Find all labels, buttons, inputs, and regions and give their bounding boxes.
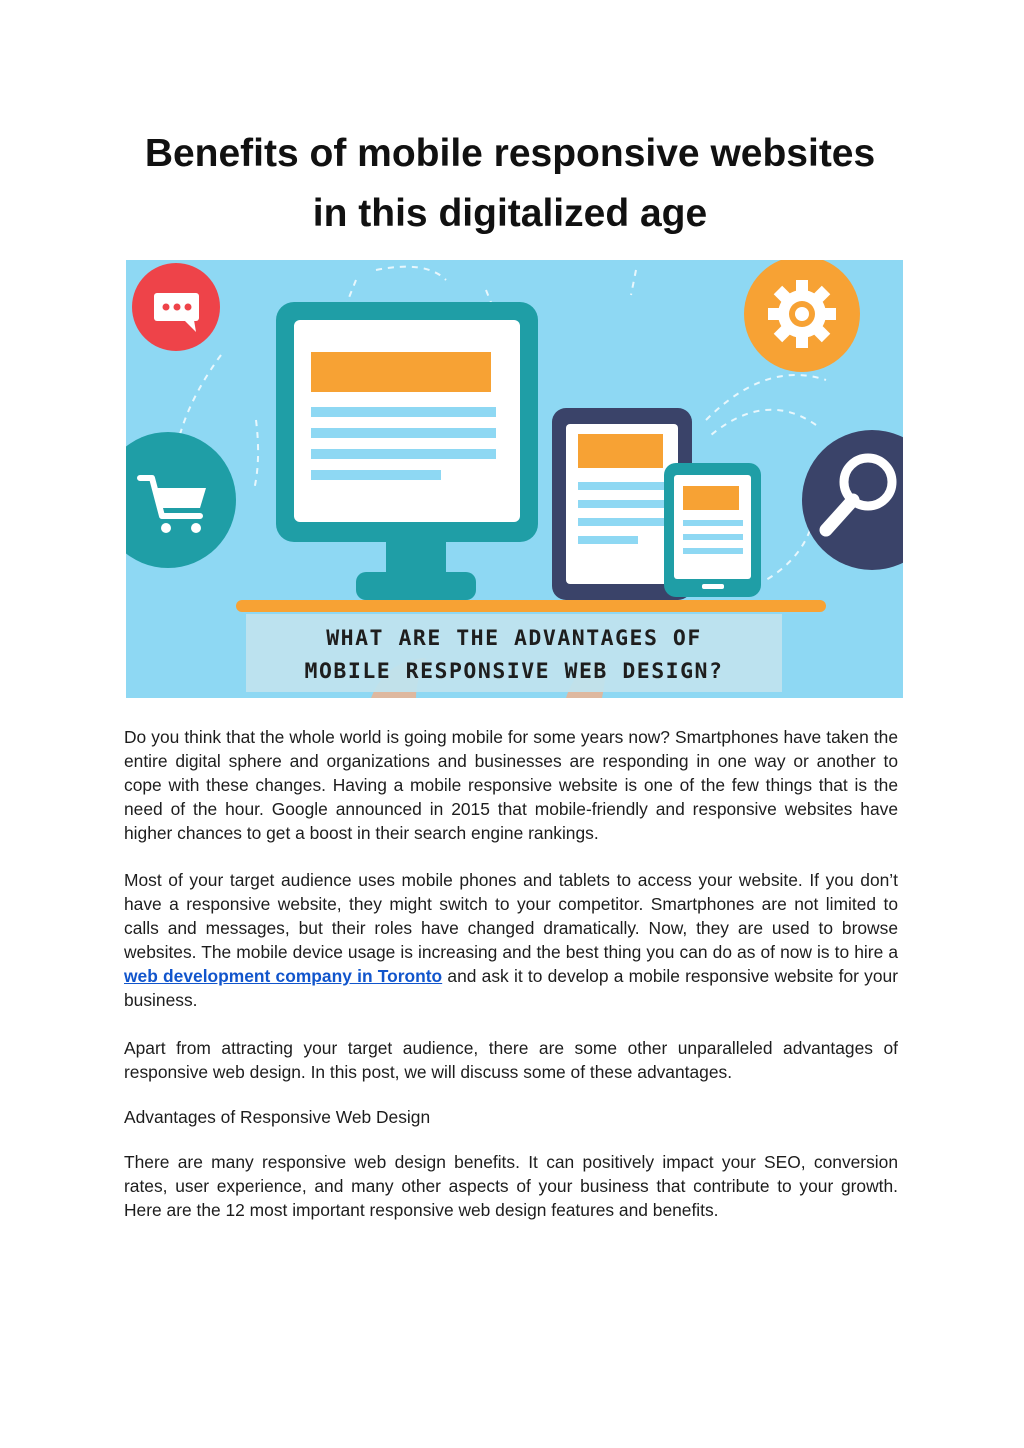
chat-bubble-icon bbox=[132, 263, 220, 351]
paragraph-audience-text-2: and ask it to develop a mobile responsive website for your business. bbox=[124, 966, 898, 1010]
desk-surface bbox=[236, 600, 826, 612]
section-subheading: Advantages of Responsive Web Design bbox=[124, 1107, 431, 1127]
phone-icon bbox=[664, 463, 761, 597]
hero-illustration bbox=[126, 260, 903, 698]
title-line-1: Benefits of mobile responsive websites bbox=[144, 132, 876, 175]
gear-icon bbox=[744, 260, 860, 372]
paragraph-audience bbox=[124, 868, 898, 1012]
paragraph-intro: Do you think that the whole world is going mobile for some years now? Smartphones have taken the entire digital sphere and organizations and businesses are responding in one way or another to cope with these changes. Having a mobile responsive website is one of the few things that is the need of the hour. Google announced in 2015 that mobile-friendly and responsive websites have higher chances to get a boost in their search engine rankings. bbox=[124, 727, 898, 843]
paragraph-benefits: There are many responsive web design benefits. It can positively impact your SEO, conversion rates, user experience, and many other aspects of your business that contribute to your growth. Here are the 12 most important responsive web design features and benefits. bbox=[124, 1152, 898, 1220]
banner-line-2: MOBILE RESPONSIVE WEB DESIGN? bbox=[304, 659, 724, 684]
banner-line-1: WHAT ARE THE ADVANTAGES OF bbox=[326, 626, 702, 651]
title-line-2: in this digitalized age bbox=[312, 192, 708, 235]
paragraph-audience-text-1: Most of your target audience uses mobile phones and tablets to access your website. If you don’t have a responsive website, they might switch to your competitor. Smartphones are not limited to calls and messages, but their roles have changed dramatically. Now, they are used to browse websites. The mobile device usage is increasing and the best thing you can do as of now is to hire a bbox=[124, 870, 898, 962]
paragraph-advantages-intro: Apart from attracting your target audience, there are some other unparalleled advantages of responsive web design. In this post, we will discuss some of these advantages. bbox=[124, 1038, 898, 1082]
page-title bbox=[110, 124, 910, 244]
web-development-company-link[interactable]: web development company in Toronto bbox=[124, 966, 443, 986]
